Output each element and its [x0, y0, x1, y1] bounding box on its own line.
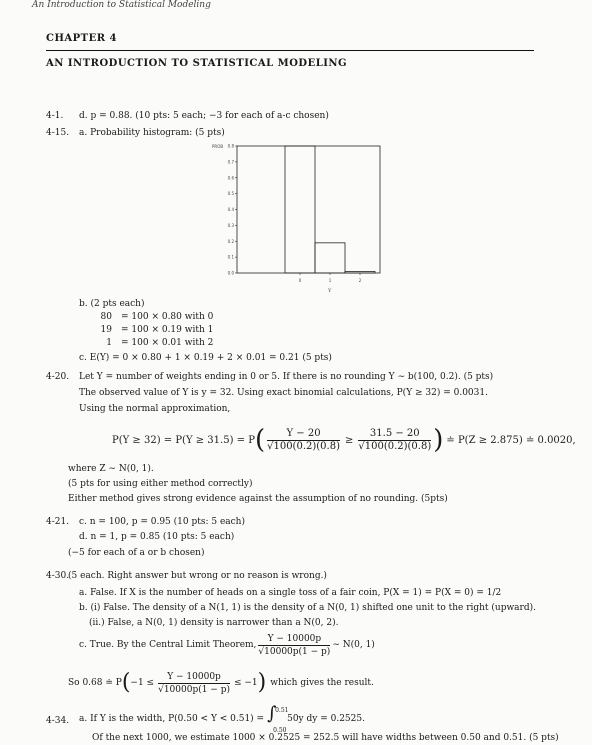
b-row-expr-3: = 100 × 0.01 with 2	[121, 338, 214, 348]
y-tick-label: 0.2	[227, 238, 234, 244]
problem-4-20-line2: The observed value of Y is y = 32. Using exact binomial calculations, P(Y ≥ 32) = 0.0031.	[79, 388, 488, 398]
problem-num-4-15: 4-15.	[46, 128, 70, 138]
x-tick-label: 2	[358, 278, 362, 283]
b-row-expr-2: = 100 × 0.19 with 1	[121, 325, 214, 335]
y-tick-label: 0.0	[227, 270, 234, 276]
problem-num-4-30: 4-30.	[46, 571, 70, 581]
problem-4-1-text: d. p = 0.88. (10 pts: 5 each; −3 for each of a-c chosen)	[79, 111, 329, 121]
problem-4-21-c: c. n = 100, p = 0.95 (10 pts: 5 each)	[79, 517, 245, 527]
problem-num-4-1: 4-1.	[46, 111, 64, 121]
problem-4-30-a: a. False. If X is the number of heads on a single toss of a fair coin, P(X = 1) = P(X = 0) = 1/2	[79, 588, 502, 598]
plot-frame	[237, 146, 380, 273]
frac1-den: √100(0.2)(0.8)	[267, 440, 340, 452]
y-axis-label: PROB	[212, 144, 224, 149]
so-fraction	[158, 671, 230, 696]
c-den: √10000p(1 − p)	[258, 646, 331, 657]
problem-4-34-a	[79, 703, 365, 734]
a-post: 50y dy = 0.2525.	[287, 713, 365, 724]
integral-upper: 0.51	[275, 707, 289, 714]
y-tick-label: 0.6	[227, 175, 234, 181]
y-tick-label: 0.5	[227, 191, 234, 197]
x-tick-label: 0	[298, 278, 302, 283]
so-left: −1 ≤	[130, 677, 155, 688]
probability-histogram	[210, 142, 385, 297]
problem-num-4-20: 4-20.	[46, 372, 70, 382]
problem-4-30-so	[68, 668, 374, 698]
bar-0	[285, 146, 315, 273]
bar-1	[315, 243, 345, 273]
problem-4-20-line3: Using the normal approximation,	[79, 404, 231, 414]
a-pre: a. If Y is the width, P(0.50 < Y < 0.51) =	[79, 713, 265, 724]
chapter-number: CHAPTER 4	[46, 33, 117, 44]
x-axis-label: Y	[328, 288, 332, 294]
so-post: which gives the result.	[270, 677, 374, 688]
eq-fraction-1	[267, 428, 340, 453]
b-row-count-1: 80	[100, 312, 112, 322]
c-post: ∼ N(0, 1)	[332, 639, 375, 650]
y-tick-label: 0.3	[227, 222, 234, 228]
so-den: √10000p(1 − p)	[158, 684, 230, 695]
problem-4-34-last: Of the next 1000, we estimate 1000 × 0.2525 = 252.5 will have widths between 0.50 and 0.51. (5 pts)	[92, 733, 559, 743]
eq-right: ≐ P(Z ≥ 2.875) ≐ 0.0020,	[446, 434, 576, 446]
problem-4-15-c: c. E(Y) = 0 × 0.80 + 1 × 0.19 + 2 × 0.01 = 0.21 (5 pts)	[79, 353, 332, 363]
y-tick-label: 0.4	[227, 207, 234, 212]
chapter-rule	[46, 50, 534, 51]
eq-left: P(Y ≥ 32) = P(Y ≥ 31.5) = P	[112, 434, 255, 446]
problem-4-21-d: d. n = 1, p = 0.85 (10 pts: 5 each)	[79, 532, 235, 542]
chapter-title: AN INTRODUCTION TO STATISTICAL MODELING	[46, 58, 348, 69]
integral-lower: 0.50	[273, 727, 287, 734]
frac2-num: 31.5 − 20	[358, 428, 431, 441]
problem-4-20-line5: (5 pts for using either method correctly)	[68, 479, 253, 489]
so-paren-close: )	[257, 670, 267, 695]
problem-num-4-34: 4-34.	[46, 716, 70, 726]
problem-num-4-21: 4-21.	[46, 517, 70, 527]
problem-4-30-c	[79, 630, 375, 660]
normal-approx-equation	[112, 425, 576, 455]
x-tick-label: 1	[328, 278, 332, 283]
problem-4-20-line6: Either method gives strong evidence against the assumption of no rounding. (5pts)	[68, 494, 448, 504]
problem-4-15-a: a. Probability histogram: (5 pts)	[79, 128, 225, 138]
eq-ge: ≥	[344, 434, 354, 446]
so-num: Y − 10000p	[158, 671, 230, 684]
so-paren-open: (	[121, 670, 131, 695]
bars	[285, 146, 375, 273]
eq-fraction-2	[358, 428, 431, 453]
paren-open: (	[254, 425, 266, 455]
b-row-count-3: 1	[106, 338, 112, 348]
b-row-count-2: 19	[100, 325, 112, 335]
so-pre: So 0.68 ≐ P	[68, 677, 122, 688]
problem-4-30-b2: (ii.) False, a N(0, 1) density is narrower than a N(0, 2).	[89, 618, 339, 628]
frac1-num: Y − 20	[267, 428, 340, 441]
problem-4-20-line4: where Z ∼ N(0, 1).	[68, 464, 154, 474]
bar-2	[345, 271, 375, 273]
y-tick-label: 0.1	[227, 254, 234, 260]
x-ticks	[299, 273, 362, 283]
c-num: Y − 10000p	[258, 633, 330, 646]
running-title: An Introduction to Statistical Modeling	[32, 0, 211, 10]
b-row-expr-1: = 100 × 0.80 with 0	[121, 312, 214, 322]
paren-close: )	[433, 425, 444, 455]
y-tick-label: 0.8	[227, 143, 234, 149]
problem-4-20-line1: Let Y = number of weights ending in 0 or 5. If there is no rounding Y ∼ b(100, 0.2). (5 pts)	[79, 372, 494, 382]
c-fraction	[258, 633, 330, 658]
so-right: ≤ −1	[233, 677, 258, 688]
y-tick-label: 0.7	[227, 159, 234, 165]
frac2-den: √100(0.2)(0.8)	[358, 440, 432, 452]
problem-4-15-b: b. (2 pts each)	[79, 299, 145, 309]
y-ticks	[228, 144, 237, 276]
problem-4-30-intro: (5 each. Right answer but wrong or no reason is wrong.)	[68, 571, 327, 581]
integral-sign: ∫ 0.51 0.50	[267, 703, 289, 734]
problem-4-21-note: (−5 for each of a or b chosen)	[68, 548, 205, 558]
c-pre: c. True. By the Central Limit Theorem,	[79, 639, 257, 650]
problem-4-30-b1: b. (i) False. The density of a N(1, 1) is the density of a N(0, 1) shifted one unit to the right (upward).	[79, 603, 536, 613]
